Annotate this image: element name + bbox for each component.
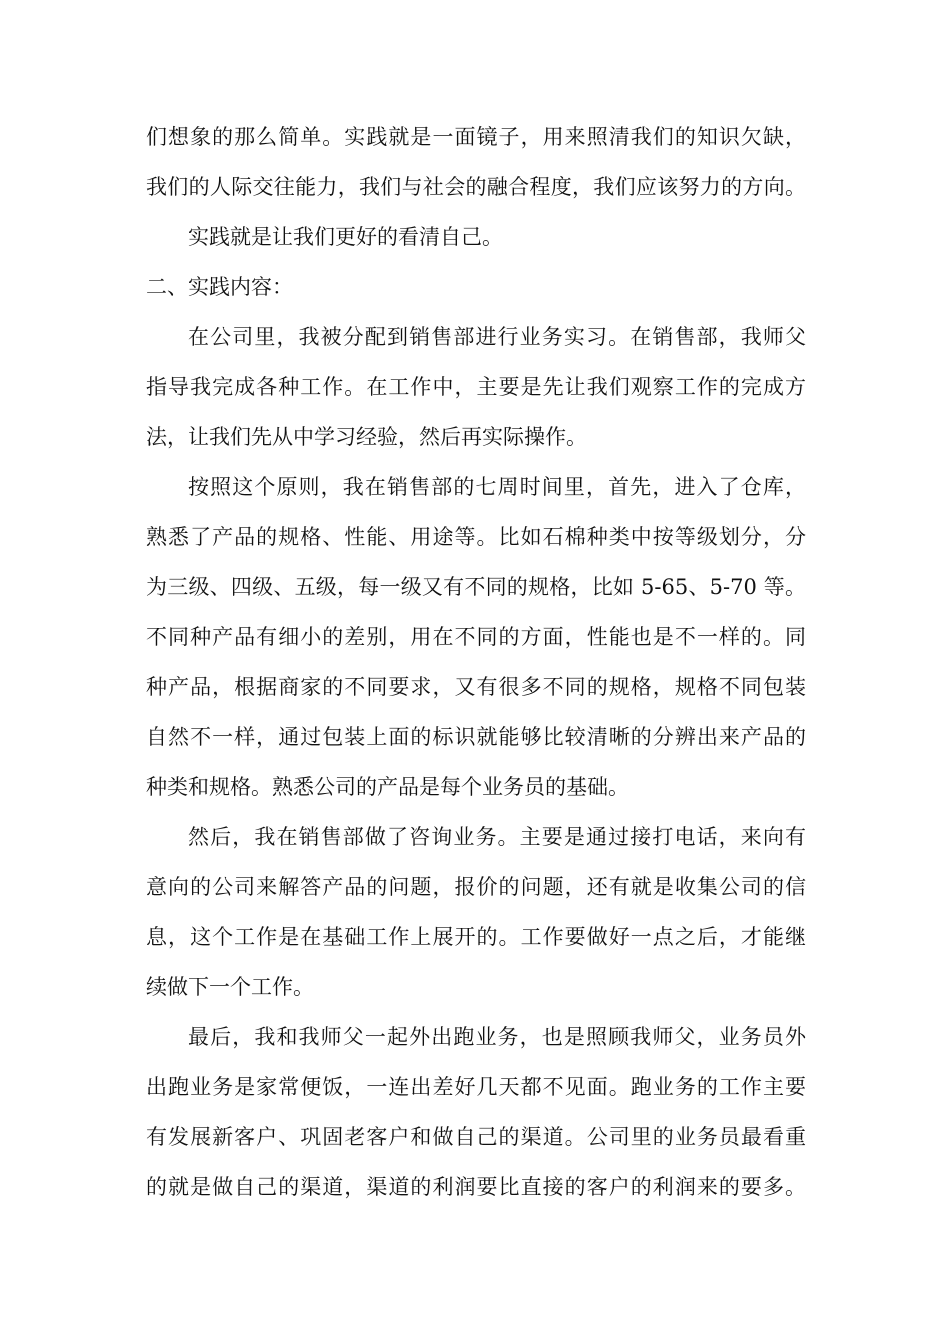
text-line: 法，让我们先从中学习经验，然后再实际操作。 — [146, 425, 587, 449]
text-line: 意向的公司来解答产品的问题，报价的问题，还有就是收集公司的信 — [146, 875, 806, 899]
text-line: 种产品，根据商家的不同要求，又有很多不同的规格，规格不同包装 — [146, 675, 806, 699]
text-line: 按照这个原则，我在销售部的七周时间里，首先，进入了仓库， — [188, 475, 806, 499]
text-line: 指导我完成各种工作。在工作中，主要是先让我们观察工作的完成方 — [146, 375, 806, 399]
text-line: 不同种产品有细小的差别，用在不同的方面，性能也是不一样的。同 — [146, 625, 806, 649]
text-line: 熟悉了产品的规格、性能、用途等。比如石棉种类中按等级划分，分 — [146, 525, 806, 549]
text-line: 然后，我在销售部做了咨询业务。主要是通过接打电话，来向有 — [188, 825, 806, 849]
text-line: 最后，我和我师父一起外出跑业务，也是照顾我师父，业务员外 — [188, 1025, 806, 1049]
text-line: 我们的人际交往能力，我们与社会的融合程度，我们应该努力的方向。 — [146, 175, 806, 199]
text-line: 自然不一样，通过包装上面的标识就能够比较清晰的分辨出来产品的 — [146, 725, 806, 749]
section-heading: 二、实践内容： — [146, 275, 293, 299]
text-line: 的就是做自己的渠道，渠道的利润要比直接的客户的利润来的要多。 — [146, 1175, 806, 1199]
text-line: 们想象的那么简单。实践就是一面镜子，用来照清我们的知识欠缺， — [146, 125, 806, 149]
text-line: 为三级、四级、五级，每一级又有不同的规格，比如 5-65、5-70 等。 — [146, 575, 806, 599]
text-line: 有发展新客户、巩固老客户和做自己的渠道。公司里的业务员最看重 — [146, 1125, 806, 1149]
text-line: 实践就是让我们更好的看清自己。 — [188, 225, 503, 249]
text-line: 种类和规格。熟悉公司的产品是每个业务员的基础。 — [146, 775, 629, 799]
text-line: 息，这个工作是在基础工作上展开的。工作要做好一点之后，才能继 — [146, 925, 806, 949]
text-line: 在公司里，我被分配到销售部进行业务实习。在销售部，我师父 — [188, 325, 806, 349]
text-line: 出跑业务是家常便饭，一连出差好几天都不见面。跑业务的工作主要 — [146, 1075, 806, 1099]
text-line: 续做下一个工作。 — [146, 975, 314, 999]
